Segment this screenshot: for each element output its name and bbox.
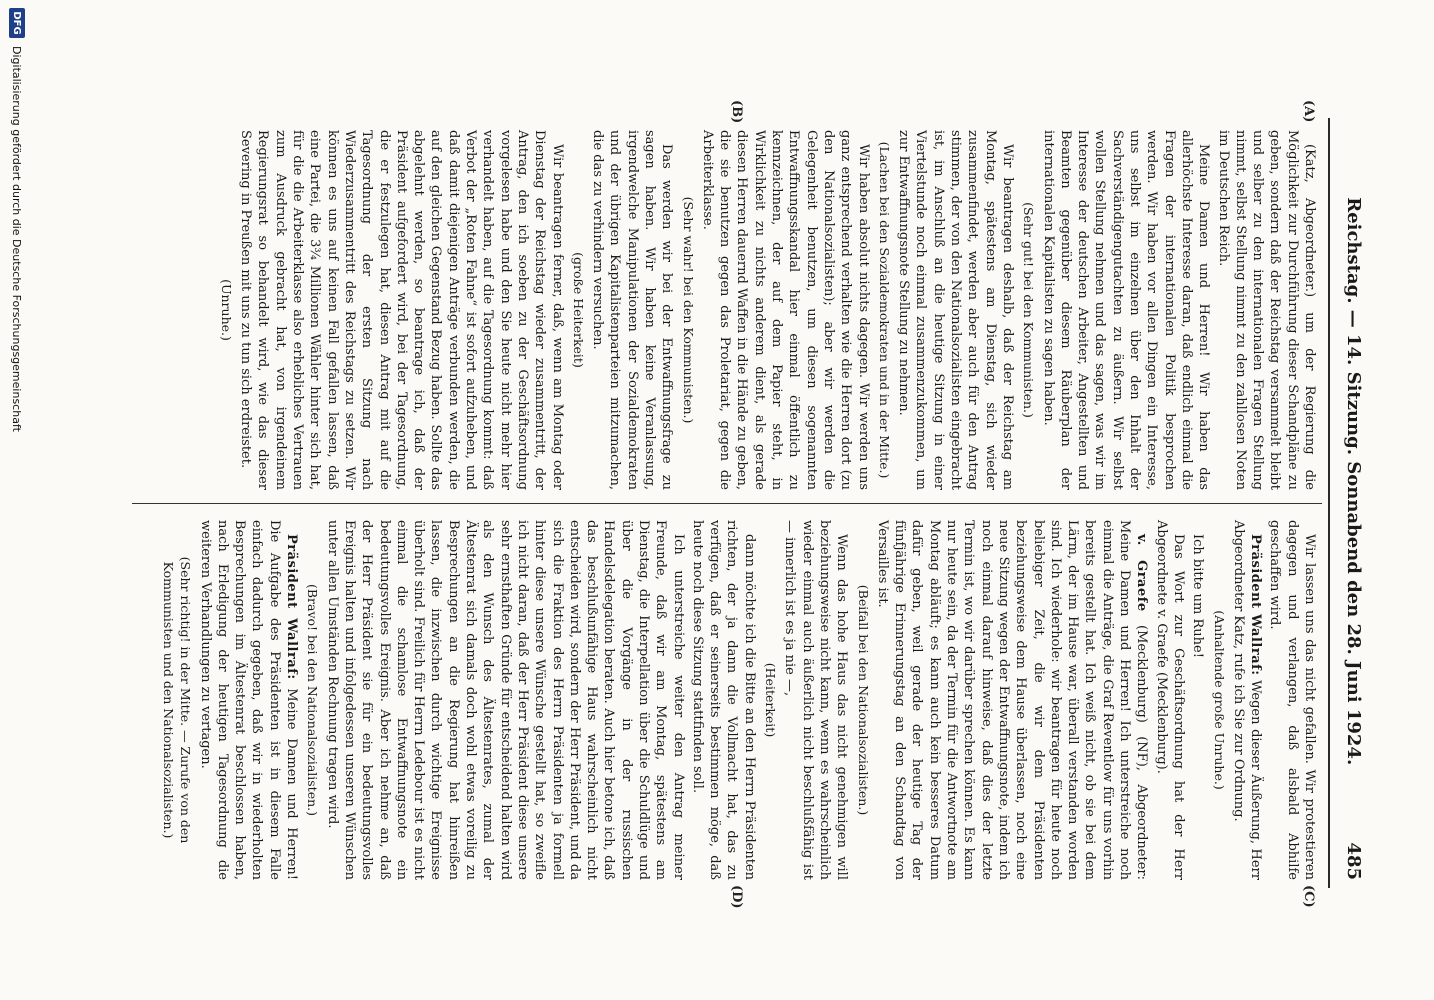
speech-text: Meine Damen und Herren! Die Aufgabe des Präsidenten ist in diesem Falle einfach dadurch gegeben, daß wir in wiederholten Besprechungen im Ältestenrat beschlossen haben, nach Erledigung der heutigen Tagesordnung die weiteren Verhandlungen zu vertagen. — [197, 520, 300, 880]
body-paragraph: Wir beantragen deshalb, daß der Reichstag am Montag, spätestens am Dienstag, sich wieder zusammenfindet, werden aber auch für den Antrag stimmen, der von den Nationalsozialisten eingebracht ist, im Anschluß an die heutige Sitzung in einer Viertelstunde noch einmal zusammenzukommen, um zur Entwaffnungsnote Stellung zu nehmen. — [896, 130, 1015, 490]
margin-marker-d: (D) — [729, 885, 744, 909]
body-paragraph: Wir haben absolut nichts dagegen. Wir werden uns ganz entsprechend verhalten wie die Herren dort (zu den Nationalsozialisten); aber wir werden die Gelegenheit benutzen, um diesen sogenannten Entwaffnungsskandal hier einmal öffentlich zu kennzeichnen, der auf dem Papier steht, in Wirklichkeit zu nichts anderem dient, als gerade diesen Herren dauernd Waffen in die Hände zu geben, die sie benutzen gegen das Proletariat, gegen die Arbeiterklasse. — [699, 130, 871, 490]
margin-marker-a: (A) — [1301, 100, 1316, 123]
interjection: (Unruhe.) — [218, 279, 234, 341]
body-paragraph: Meine Damen und Herren! Wir haben das allerhöchste Interesse daran, daß endlich einmal die Fragen der internationalen Politik besprochen werden. Wir haben vor allen Dingen ein Interesse, uns selbst im einzelnen über den Inhalt der Sachverständigengutachten zu äußern. Wir selbst wollen Stellung nehmen und das sagen, was wir im Interesse der deutschen Arbeiter, Angestellten und Beamten gegenüber diesem Räuberplan der internationalen Kapitalisten zu sagen haben. — [1040, 130, 1212, 490]
interjection: (Lachen bei den Sozialdemokraten und in der Mitte.) — [876, 141, 892, 479]
speech-paragraph — [874, 520, 1151, 880]
credit-text: Digitalisierung gefördert durch die Deutsche Forschungsgemeinschaft — [10, 46, 24, 432]
speaker-name: v. Graefe — [1134, 534, 1150, 612]
header-left: Reichstag. — 14. Sitzung. — [1343, 197, 1364, 455]
header-date: Sonnabend den 28. Juni 1924. — [1343, 461, 1364, 766]
interjection: (Sehr richtig! in der Mitte. — Zurufe von den Kommunisten und den Nationalsozialisten.) — [161, 556, 194, 844]
speech-paragraph — [1230, 520, 1265, 880]
body-paragraph: Das Wort zur Geschäftsordnung hat der Herr Abgeordnete v. Graefe (Mecklenburg). — [1153, 520, 1186, 880]
margin-marker-b: (B) — [729, 100, 744, 124]
body-paragraph: Das werden wir bei der Entwaffnungsfrage zu sagen haben. Wir haben keine Veranlassung, irgendwelche Manipulationen der Sozialdemokraten und der übrigen Kapitalistenparteien mitzumachen, die das zu verhindern versuchen. — [590, 130, 675, 490]
left-column — [214, 130, 1318, 490]
body-paragraph: Wir lassen uns das nicht gefallen. Wir protestieren dagegen und verlangen, daß alsbald Abhilfe geschaffen wird. — [1267, 520, 1317, 880]
interjection: (Anhaltende große Unruhe.) — [1211, 610, 1227, 790]
interjection: (Heiterkeit) — [763, 662, 779, 738]
interjection: (Sehr gut! bei den Kommunisten.) — [1021, 202, 1037, 418]
body-paragraph: dann möchte ich die Bitte an den Herrn Präsidenten richten, der ja dann die Vollmacht hat, das zu verfügen, daß er seinerseits bestimmen möge, daß heute noch diese Sitzung stattfinden soll. — [689, 520, 757, 880]
body-paragraph: Wir beantragen ferner, daß, wenn am Montag oder Dienstag der Reichstag wieder zusammentritt, der Antrag, den ich soeben zu der Geschäftsordnung vorgelesen habe und den Sie heute nicht mehr hier verhandelt haben, auf die Tagesordnung kommt: daß Verbot der „Roten Fahne“ ist sofort aufzuheben, und daß damit diejenigen Anträge verbunden werden, die auf den gleichen Gegenstand Bezug haben. Sollte das abgelehnt werden, so beantrage ich, daß der Präsident aufgefordert wird, bei der Tagesordnung, die er festzulegen hat, diesen Antrag mit auf die Tagesordnung der ersten Sitzung nach Wiederzusammentritt des Reichstags zu setzen. Wir können es uns auf keinen Fall gefallen lassen, daß eine Partei, die 3¾ Millionen Wähler hinter sich hat, für die die Arbeiterklasse also erhebliches Vertrauen zum Ausdruck gebracht hat, von irgendeinem Regierungsrat so behandelt wird, wie das dieser Severing in Preußen mit uns zu tun sich erdreistet. — [238, 130, 565, 490]
body-paragraph: Ich bitte um Ruhe! — [1190, 534, 1206, 658]
margin-marker-c: (C) — [1301, 885, 1316, 908]
interjection: (große Heiterkeit) — [570, 252, 586, 368]
body-paragraph: (Katz, Abgeordneter.) um der Regierung die Möglichkeit zur Durchführung dieser Schandpläne zu geben, sondern daß der Reichstag versammelt bleibt und selber zu den internationalen Fragen Stellung nimmt, selbst Stellung nimmt zu den zahllosen Noten im Deutschen Reich. — [1215, 130, 1317, 490]
speaker-name: Präsident Wallraf: — [284, 534, 300, 680]
dfg-logo: DFG — [9, 8, 25, 38]
interjection: (Bravo! bei den Nationalsozialisten.) — [305, 583, 321, 816]
header-rule — [1328, 118, 1330, 888]
interjection: (Beifall bei den Nationalsozialisten.) — [855, 584, 871, 816]
header-title — [1343, 120, 1364, 842]
speech-text: Wegen dieser Äußerung, Herr Abgeordneter Katz, rufe ich Sie zur Ordnung. — [1230, 520, 1264, 880]
page-header — [1336, 120, 1364, 880]
column-separator — [132, 503, 1322, 504]
digitization-credit — [0, 0, 34, 1000]
page-number: 485 — [1343, 842, 1364, 880]
speech-text: (Mecklenburg) (NF), Abgeordneter: Meine Damen und Herren! Ich unterstreiche noch einmal die Anträge, die Graf Reventlow für uns vorhin bereits gestellt hat. Ich weiß nicht, ob sie bei dem Lärm, der im Hause war, überall verstanden worden sind. Ich wiederhole: wir beantragen für heute noch beliebiger Zeit, die wir dem Präsidenten beziehungsweise dem Hause überlassen, noch eine neue Sitzung wegen der Entwaffnungsnote, indem ich noch einmal darauf hinweise, daß dies der letzte Termin ist, wo wir darüber sprechen können. Es kann nur heute sein, da der Termin für die Antwortnote am Montag abläuft; es kann auch kein besseres Datum dafür geben, weil gerade der heutige Tag der fünfjährige Erinnerungstag an den Schandtag von Versailles ist. — [874, 520, 1150, 880]
speaker-name: Präsident Wallraf: — [1248, 534, 1264, 676]
interjection: (Sehr wahr! bei den Kommunisten.) — [680, 196, 696, 424]
body-paragraph: Ich unterstreiche weiter den Antrag meiner Freunde, daß wir am Montag, spätestens am Dienstag, die Interpellation über die Schuldlüge und über die Vorgänge in der russischen Handelsdelegation beraten. Auch hier betone ich, daß das beschlußunfähige Haus wahrscheinlich nicht entscheiden wird, sondern der Herr Präsident, und da sich die Fraktion des Herrn Präsidenten ja formell hinter diese unsere Wünsche gestellt hat, so zweifle ich nicht daran, daß der Herr Präsident diese unsere sehr ernsthaften Gründe für entscheidend halten wird als den Wunsch des Ältestenrates, zumal der Ältestenrat sich damals doch wohl etwas voreilig zu Besprechungen an die Regierung hat hinreißen lassen, die inzwischen durch wichtige Ereignisse überholt sind. Freilich für Herrn Ledebour ist es nicht einmal die schamlose Entwaffnungsnote ein bedeutungsvolles Ereignis. Aber ich nehme an, daß der Herr Präsident sie für ein bedeutungsvolles Ereignis halten und infolgedessen unseren Wünschen unter allen Umständen Rechnung tragen wird. — [324, 520, 686, 880]
right-column — [156, 520, 1318, 880]
body-paragraph: Wenn das hohe Haus das nicht genehmigen will beziehungsweise nicht kann, wenn es wahrscheinlich wieder einmal auch äußerlich nicht beschlußfähig ist — innerlich ist es ja nie —, — [782, 520, 850, 880]
speech-paragraph — [196, 520, 300, 880]
